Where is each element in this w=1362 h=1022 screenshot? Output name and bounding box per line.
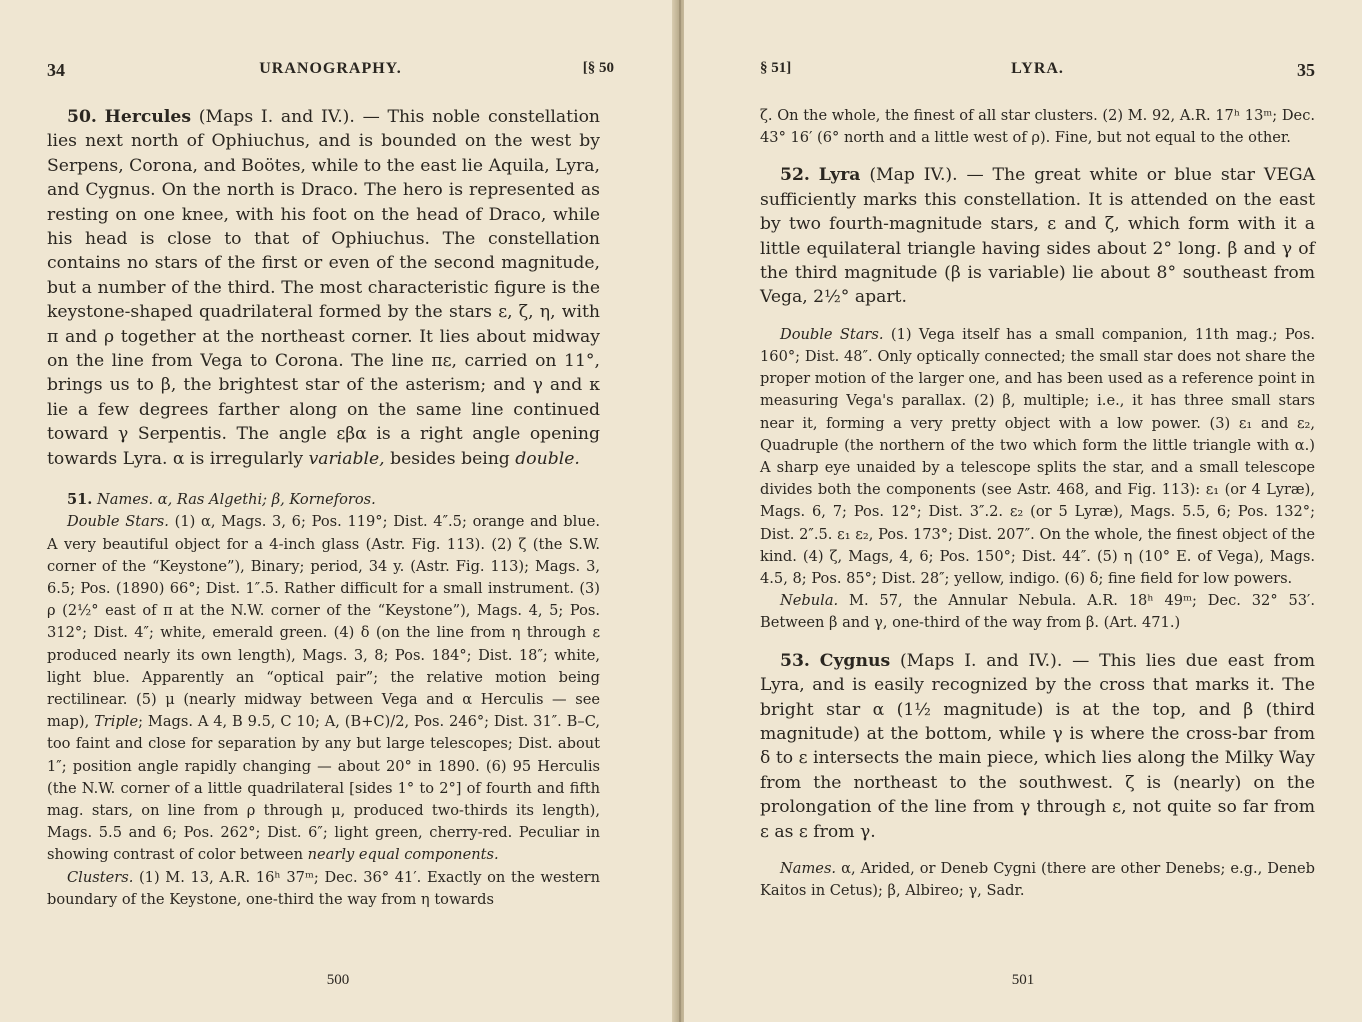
paragraph-53 [760, 649, 1315, 844]
paragraph-text: (Map IV.). — The great white or blue star VEGA sufficiently marks this constellation. It is attended on the east by two fourth-magnitude stars, ε and ζ, which form with it a little equilateral triangle having sides about 2° long. β and γ of the third magnitude (β is variable) lie about 8° southeast from Vega, 2½° apart. [760, 165, 1316, 308]
left-page [0, 0, 676, 1022]
running-title: URANOGRAPHY. [259, 60, 402, 77]
italic-term: variable, [308, 448, 385, 469]
page-number: 35 [1297, 60, 1315, 80]
section-number: 52. [780, 165, 810, 186]
italic-term: double. [515, 448, 580, 469]
left-page-body [47, 105, 600, 911]
right-page [684, 0, 1362, 1022]
paragraph-text: (1) α, Mags. 3, 6; Pos. 119°; Dist. 4″.5; orange and blue. A very beautiful object for a 4-inch glass (Astr. Fig. 113). (2) ζ (the S.W. corner of the “Keystone”), Binary; period, 34 y. (Astr. Fig. 113); Mags. 3, 6.5; Pos. (1890) 66°; Dist. 1″.5. Rather difficult for a small instrument. (3) ρ (2½° east of π at the N.W. corner of the “Keystone”), Mags. 4, 5; Pos. 312°; Dist. 4″; white, emerald green. (4) δ (on the line from η through ε produced nearly its own length), Mags. 3, 8; Pos. 184°; Dist. 18″; white, light blue. Apparently an “optical pair”; the relative motion being rectilinear. (5) μ (nearly midway between Vega and α Herculis — see map), [47, 513, 600, 731]
names-label: Names. [780, 859, 837, 877]
italic-term: nearly equal components. [307, 846, 499, 864]
footer-page-number: 501 [1011, 972, 1035, 988]
constellation-name: Hercules [104, 107, 192, 127]
section-mark: [§ 50 [582, 60, 614, 76]
paragraph-text: (Maps I. and IV.). — This lies due east from Lyra, and is easily recognized by the cross that marks it. The bright star α (1½ magnitude) is at the top, and β (third magnitude) at the bottom, while γ is where the cross-bar from δ to ε intersects the main piece, which lies along the Milky Way from the northeast to the southwest. ζ is (nearly) on the prolongation of the line from γ through ε, not quite so far from ε as ε from γ. [760, 650, 1316, 842]
double-stars-paragraph [47, 511, 600, 866]
paragraph-text: besides being [384, 448, 516, 469]
paragraph-51 [47, 489, 600, 511]
section-number: 53. [780, 650, 810, 671]
paragraph-text: ; Mags. A 4, B 9.5, C 10; A, (B+C)/2, Pos. 246°; Dist. 31″. B–C, too faint and close for separation by any but large telescopes; Dist. about 1″; position angle rapidly changing — about 20° in 1890. (6) 95 Herculis (the N.W. corner of a little quadrilateral [sides 1° to 2°] of fourth and fifth mag. stars, on line from ρ through μ, produced two-thirds its length), Mags. 5.5 and 6; Pos. 262°; Dist. 6″; light green, cherry-red. Peculiar in showing contrast of color between [47, 713, 600, 864]
double-stars-label: Double Stars. [67, 513, 169, 531]
nebula-label: Nebula. [780, 592, 839, 610]
constellation-name: Lyra [818, 165, 861, 186]
left-page-header [47, 60, 614, 84]
constellation-name: Cygnus [819, 650, 891, 671]
clusters-label: Clusters. [67, 868, 134, 886]
section-mark: § 51] [760, 60, 792, 76]
paragraph-text: α, Arided, or Deneb Cygni (there are other Denebs; e.g., Deneb Kaitos in Cetus); β, Albireo; γ, Sadr. [760, 859, 1315, 900]
right-page-body [760, 105, 1315, 902]
double-stars-label: Double Stars. [780, 325, 884, 343]
nebula-paragraph [760, 590, 1315, 634]
clusters-paragraph [47, 867, 600, 911]
section-number: 51. [67, 491, 93, 509]
names-paragraph [760, 858, 1315, 902]
paragraph-52 [760, 163, 1315, 309]
names-text: α, Ras Algethi; β, Korneforos. [153, 491, 376, 509]
double-stars-paragraph [760, 324, 1315, 590]
footer-page-number: 500 [326, 972, 350, 988]
paragraph-text: (Maps I. and IV.). — This noble constellation lies next north of Ophiuchus, and is bounded on the west by Serpens, Corona, and Boötes, while to the east lie Aquila, Lyra, and Cygnus. On the north is Draco. The hero is represented as resting on one knee, with his foot on the head of Draco, while his head is close to that of Ophiuchus. The constellation contains no stars of the first or even of the second magnitude, but a number of the third. The most characteristic figure is the keystone-shaped quadrilateral formed by the stars ε, ζ, η, with π and ρ together at the northeast corner. It lies about midway on the line from Vega to Corona. The line πε, carried on 11°, brings us to β, the brightest star of the asterism; and γ and κ lie a few degrees farther along on the same line continued toward γ Serpentis. The angle εβα is a right angle opening towards Lyra. α is irregularly [47, 107, 600, 469]
paragraph-text: (1) M. 13, A.R. 16ʰ 37ᵐ; Dec. 36° 41′. Exactly on the western boundary of the Keystone, one-third the way from η towards [47, 868, 600, 908]
running-title: LYRA. [1011, 60, 1064, 77]
italic-term: Triple [94, 713, 139, 731]
names-label: Names. [97, 491, 154, 509]
paragraph-text: M. 57, the Annular Nebula. A.R. 18ʰ 49ᵐ; Dec. 32° 53′. Between β and γ, one-third of the way from β. (Art. 471.) [760, 592, 1315, 632]
page-number: 34 [47, 60, 65, 80]
section-number: 50. [67, 107, 97, 127]
continued-paragraph: ζ. On the whole, the finest of all star clusters. (2) M. 92, A.R. 17ʰ 13ᵐ; Dec. 43° 16′ (6° north and a little west of ρ). Fine, but not equal to the other. [760, 107, 1316, 147]
paragraph-text: (1) Vega itself has a small companion, 11th mag.; Pos. 160°; Dist. 48″. Only optically connected; the small star does not share the proper motion of the larger one, and has been used as a reference point in measuring Vega's parallax. (2) β, multiple; i.e., it has three small stars near it, forming a very pretty object with a low power. (3) ε₁ and ε₂, Quadruple (the northern of the two which form the little triangle with α.) A sharp eye unaided by a telescope splits the star, and a small telescope divides both the components (see Astr. 468, and Fig. 113): ε₁ (or 4 Lyræ), Mags. 6, 7; Pos. 12°; Dist. 3″.2. ε₂ (or 5 Lyræ), Mags. 5.5, 6; Pos. 132°; Dist. 2″.5. ε₁ ε₂, Pos. 173°; Dist. 207″. On the whole, the finest object of the kind. (4) ζ, Mags, 4, 6; Pos. 150°; Dist. 44″. (5) η (10° E. of Vega), Mags. 4.5, 8; Pos. 85°; Dist. 28″; yellow, indigo. (6) δ; fine field for low powers. [760, 325, 1315, 588]
paragraph-50 [47, 105, 600, 471]
right-page-header [760, 60, 1315, 84]
